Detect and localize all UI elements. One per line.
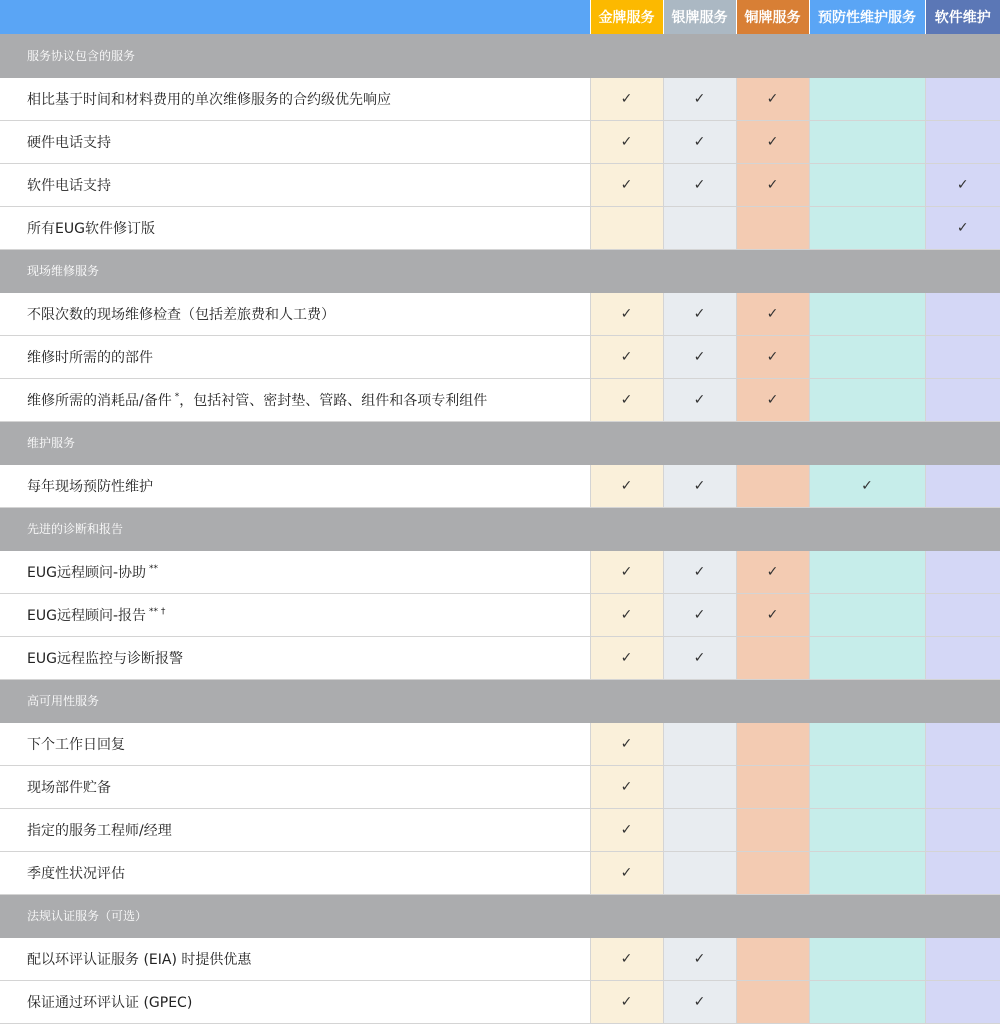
soft-cell <box>925 163 1000 206</box>
feature-label: 现场部件贮备 <box>27 779 111 796</box>
check-icon: ✓ <box>620 563 633 580</box>
section-header-row <box>0 507 1000 550</box>
check-icon: ✓ <box>620 821 633 838</box>
table-row <box>0 937 1000 980</box>
check-icon: ✓ <box>620 993 633 1010</box>
feature-label: 所有EUG软件修订版 <box>27 220 155 237</box>
prev-cell <box>809 765 925 808</box>
gold-cell <box>590 937 663 980</box>
table-row <box>0 765 1000 808</box>
gold-cell <box>590 206 663 249</box>
prev-cell <box>809 464 925 507</box>
prev-cell <box>809 120 925 163</box>
silver-cell <box>663 464 736 507</box>
table-row <box>0 292 1000 335</box>
soft-cell <box>925 722 1000 765</box>
soft-cell <box>925 120 1000 163</box>
feature-label: 季度性状况评估 <box>27 865 125 882</box>
section-header-row <box>0 421 1000 464</box>
feature-label: 配以环评认证服务 (EIA) 时提供优惠 <box>27 951 252 968</box>
table-row <box>0 335 1000 378</box>
check-icon: ✓ <box>956 219 969 236</box>
soft-cell <box>925 77 1000 120</box>
silver-cell <box>663 937 736 980</box>
check-icon: ✓ <box>620 133 633 150</box>
feature-label-cell <box>0 593 590 636</box>
check-icon: ✓ <box>861 477 873 494</box>
soft-cell <box>925 464 1000 507</box>
feature-label: 每年现场预防性维护 <box>27 478 153 495</box>
feature-label: 维修所需的消耗品/备件 <box>27 392 172 409</box>
feature-label-cell <box>0 335 590 378</box>
prev-cell <box>809 77 925 120</box>
prev-cell <box>809 636 925 679</box>
silver-cell <box>663 378 736 421</box>
check-icon: ✓ <box>956 176 969 193</box>
feature-label-cell <box>0 77 590 120</box>
check-icon: ✓ <box>620 348 633 365</box>
feature-label: 相比基于时间和材料费用的单次维修服务的合约级优先响应 <box>27 91 391 108</box>
silver-cell <box>663 77 736 120</box>
bronze-cell <box>736 206 809 249</box>
prev-cell <box>809 980 925 1023</box>
feature-label: 下个工作日回复 <box>27 736 125 753</box>
section-title: 服务协议包含的服务 <box>0 34 1000 77</box>
check-icon: ✓ <box>620 90 633 107</box>
feature-label: 硬件电话支持 <box>27 134 111 151</box>
soft-cell <box>925 937 1000 980</box>
silver-cell <box>663 206 736 249</box>
soft-cell <box>925 378 1000 421</box>
feature-label-cell <box>0 765 590 808</box>
gold-cell <box>590 292 663 335</box>
bronze-cell <box>736 378 809 421</box>
check-icon: ✓ <box>620 778 633 795</box>
table-row <box>0 722 1000 765</box>
bronze-cell <box>736 550 809 593</box>
bronze-cell <box>736 335 809 378</box>
check-icon: ✓ <box>620 735 633 752</box>
silver-cell <box>663 163 736 206</box>
section-title: 高可用性服务 <box>0 679 1000 722</box>
feature-label-cell <box>0 163 590 206</box>
table-row <box>0 163 1000 206</box>
check-icon: ✓ <box>693 133 706 150</box>
silver-cell <box>663 335 736 378</box>
check-icon: ✓ <box>766 176 779 193</box>
gold-cell <box>590 636 663 679</box>
prev-cell <box>809 937 925 980</box>
table-row <box>0 464 1000 507</box>
section-header-row <box>0 679 1000 722</box>
feature-label-cell <box>0 980 590 1023</box>
soft-cell <box>925 765 1000 808</box>
silver-cell <box>663 765 736 808</box>
header-row <box>0 0 1000 34</box>
feature-label: 指定的服务工程师/经理 <box>27 822 172 839</box>
check-icon: ✓ <box>620 176 633 193</box>
feature-label-cell <box>0 722 590 765</box>
feature-label: 保证通过环评认证 (GPEC) <box>27 994 193 1011</box>
gold-cell <box>590 378 663 421</box>
table-header <box>0 0 1000 34</box>
section-title: 现场维修服务 <box>0 249 1000 292</box>
table-row <box>0 636 1000 679</box>
check-icon: ✓ <box>766 391 779 408</box>
gold-cell <box>590 550 663 593</box>
feature-label-cell <box>0 550 590 593</box>
table-body <box>0 34 1000 1023</box>
section-header-row <box>0 249 1000 292</box>
check-icon: ✓ <box>620 649 633 666</box>
prev-cell <box>809 378 925 421</box>
bronze-cell <box>736 765 809 808</box>
feature-label-cell <box>0 206 590 249</box>
bronze-cell <box>736 937 809 980</box>
gold-cell <box>590 722 663 765</box>
table-row <box>0 550 1000 593</box>
check-icon: ✓ <box>693 649 706 666</box>
check-icon: ✓ <box>620 477 633 494</box>
silver-cell <box>663 636 736 679</box>
table-row <box>0 851 1000 894</box>
feature-label-cell <box>0 120 590 163</box>
silver-cell <box>663 292 736 335</box>
section-title: 法规认证服务（可选） <box>0 894 1000 937</box>
check-icon: ✓ <box>693 391 706 408</box>
bronze-cell <box>736 722 809 765</box>
table-row <box>0 808 1000 851</box>
silver-cell <box>663 808 736 851</box>
check-icon: ✓ <box>693 563 706 580</box>
feature-label: EUG远程顾问-报告 <box>27 607 146 624</box>
prev-cell <box>809 206 925 249</box>
prev-cell <box>809 851 925 894</box>
feature-label: EUG远程顾问-协助 <box>27 564 146 581</box>
feature-label-cell <box>0 464 590 507</box>
prev-cell <box>809 593 925 636</box>
feature-label: 不限次数的现场维修检查（包括差旅费和人工费） <box>27 306 335 323</box>
soft-cell <box>925 851 1000 894</box>
prev-cell <box>809 722 925 765</box>
check-icon: ✓ <box>766 90 779 107</box>
feature-label: EUG远程监控与诊断报警 <box>27 650 183 667</box>
bronze-cell <box>736 120 809 163</box>
feature-label-cell <box>0 808 590 851</box>
soft-cell <box>925 980 1000 1023</box>
prev-cell <box>809 292 925 335</box>
silver-cell <box>663 722 736 765</box>
check-icon: ✓ <box>693 90 706 107</box>
table-row <box>0 593 1000 636</box>
section-title: 维护服务 <box>0 421 1000 464</box>
check-icon: ✓ <box>620 606 633 623</box>
soft-cell <box>925 808 1000 851</box>
feature-label: 维修时所需的的部件 <box>27 349 153 366</box>
soft-cell <box>925 292 1000 335</box>
feature-label-cell <box>0 636 590 679</box>
soft-cell <box>925 550 1000 593</box>
footnote-marker: ** † <box>149 606 166 617</box>
check-icon: ✓ <box>620 950 633 967</box>
section-header-row <box>0 34 1000 77</box>
header-software-maintenance: 软件维护 <box>925 0 1000 34</box>
table-row <box>0 980 1000 1023</box>
check-icon: ✓ <box>693 477 706 494</box>
section-title: 先进的诊断和报告 <box>0 507 1000 550</box>
check-icon: ✓ <box>693 348 706 365</box>
prev-cell <box>809 335 925 378</box>
soft-cell <box>925 206 1000 249</box>
check-icon: ✓ <box>693 993 706 1010</box>
header-bronze-service: 铜牌服务 <box>736 0 809 34</box>
feature-label: 软件电话支持 <box>27 177 111 194</box>
feature-label-cell <box>0 937 590 980</box>
gold-cell <box>590 765 663 808</box>
prev-cell <box>809 808 925 851</box>
prev-cell <box>809 550 925 593</box>
bronze-cell <box>736 808 809 851</box>
gold-cell <box>590 851 663 894</box>
soft-cell <box>925 636 1000 679</box>
check-icon: ✓ <box>766 563 779 580</box>
check-icon: ✓ <box>766 133 779 150</box>
bronze-cell <box>736 593 809 636</box>
soft-cell <box>925 593 1000 636</box>
check-icon: ✓ <box>766 348 779 365</box>
bronze-cell <box>736 292 809 335</box>
header-gold-service: 金牌服务 <box>590 0 663 34</box>
footnote-marker: ** <box>149 563 158 574</box>
table-row <box>0 378 1000 421</box>
check-icon: ✓ <box>620 864 633 881</box>
silver-cell <box>663 593 736 636</box>
feature-label-cell <box>0 378 590 421</box>
bronze-cell <box>736 77 809 120</box>
gold-cell <box>590 980 663 1023</box>
gold-cell <box>590 808 663 851</box>
bronze-cell <box>736 636 809 679</box>
feature-label-cell <box>0 292 590 335</box>
check-icon: ✓ <box>693 176 706 193</box>
header-silver-service: 银牌服务 <box>663 0 736 34</box>
gold-cell <box>590 464 663 507</box>
check-icon: ✓ <box>620 391 633 408</box>
bronze-cell <box>736 980 809 1023</box>
check-icon: ✓ <box>766 305 779 322</box>
section-header-row <box>0 894 1000 937</box>
feature-label-cell <box>0 851 590 894</box>
silver-cell <box>663 851 736 894</box>
table-row <box>0 77 1000 120</box>
silver-cell <box>663 120 736 163</box>
bronze-cell <box>736 464 809 507</box>
bronze-cell <box>736 163 809 206</box>
gold-cell <box>590 120 663 163</box>
table-row <box>0 120 1000 163</box>
silver-cell <box>663 550 736 593</box>
check-icon: ✓ <box>766 606 779 623</box>
footnote-marker: * <box>174 391 180 402</box>
table-row <box>0 206 1000 249</box>
header-preventive-maintenance: 预防性维护服务 <box>809 0 925 34</box>
gold-cell <box>590 593 663 636</box>
gold-cell <box>590 77 663 120</box>
bronze-cell <box>736 851 809 894</box>
check-icon: ✓ <box>693 950 706 967</box>
gold-cell <box>590 163 663 206</box>
header-blank-cell <box>0 0 590 34</box>
feature-label-suffix: ，包括衬管、密封垫、管路、组件和各项专利组件 <box>179 392 488 409</box>
prev-cell <box>809 163 925 206</box>
check-icon: ✓ <box>620 305 633 322</box>
check-icon: ✓ <box>693 606 706 623</box>
silver-cell <box>663 980 736 1023</box>
check-icon: ✓ <box>693 305 706 322</box>
gold-cell <box>590 335 663 378</box>
soft-cell <box>925 335 1000 378</box>
